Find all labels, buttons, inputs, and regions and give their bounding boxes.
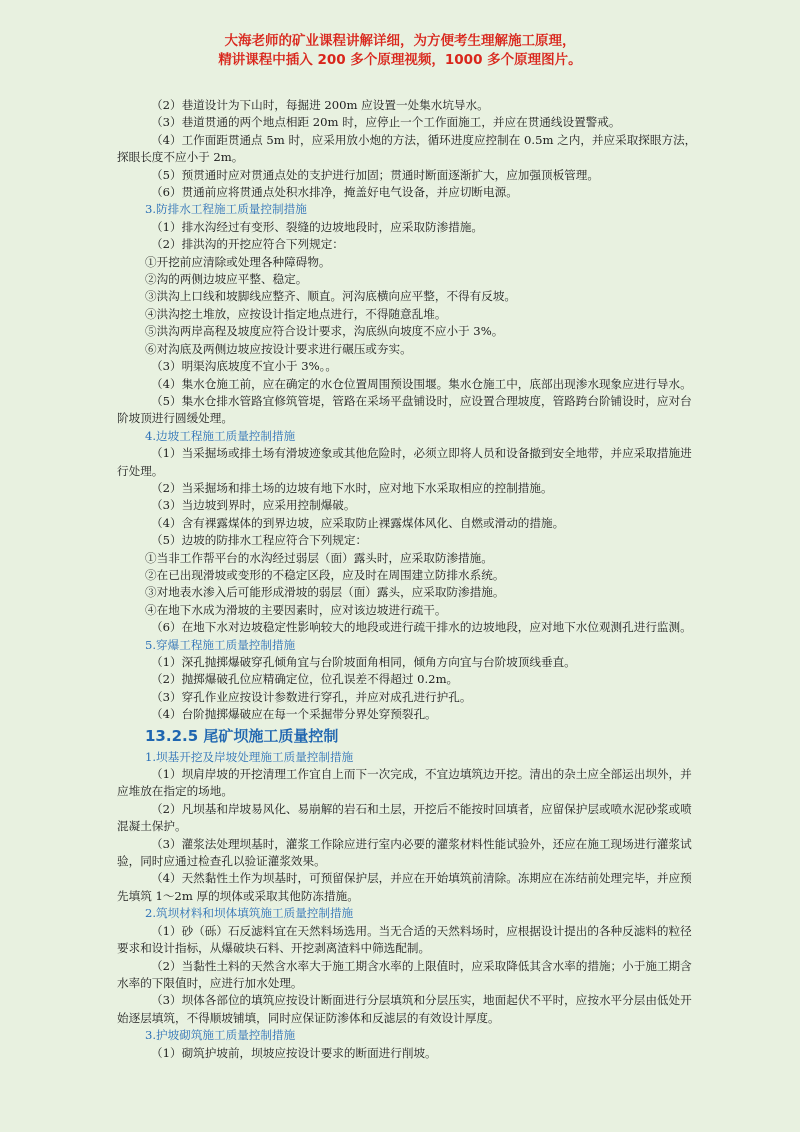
paragraph: （2）巷道设计为下山时，每掘进 200m 应设置一处集水坑导水。 — [151, 98, 489, 112]
paragraph: （6）贯通前应将贯通点处积水排净，掩盖好电气设备，并应切断电源。 — [151, 185, 518, 200]
paragraph: （5）边坡的防排水工程应符合下列规定： — [151, 533, 368, 548]
paragraph: （4）天然黏性土作为坝基时，可预留保护层，并应在开始填筑前清除。冻期应在冻结前处理完毕，并应预先填筑 1～2m 厚的坝体或采取其他防冻措施。 — [117, 871, 692, 903]
paragraph: ④洪沟挖土堆放，应按设计指定地点进行，不得随意乱堆。 — [145, 306, 447, 321]
paragraph: ③对地表水渗入后可能形成滑坡的弱层（面）露头，应采取防渗措施。 — [145, 585, 505, 600]
paragraph: （1）排水沟经过有变形、裂缝的边坡地段时，应采取防渗措施。 — [151, 219, 484, 234]
paragraph: （3）穿孔作业应按设计参数进行穿孔，并应对成孔进行护孔。 — [151, 689, 472, 704]
banner-line-2: 精讲课程中插入 200 多个原理视频，1000 多个原理图片。 — [218, 52, 582, 68]
subsection-heading: 5.穿爆工程施工质量控制措施 — [145, 637, 296, 652]
paragraph: （3）坝体各部位的填筑应按设计断面进行分层填筑和分层压实，地面起伏不平时，应按水平分层由低处开始逐层填筑，不得顺坡铺填，同时应保证防渗体和反滤层的有效设计厚度。 — [117, 993, 692, 1025]
paragraph: （2）排洪沟的开挖应符合下列规定： — [151, 237, 344, 252]
paragraph: ③洪沟上口线和坡脚线应整齐、顺直。河沟底横向应平整，不得有反坡。 — [145, 289, 517, 304]
paragraph: （3）明渠沟底坡度不宜小于 3%。。 — [151, 359, 337, 374]
paragraph: （1）砌筑护坡前，坝坡应按设计要求的断面进行削坡。 — [151, 1045, 437, 1060]
section-heading: 13.2.5 尾矿坝施工质量控制 — [145, 726, 339, 745]
paragraph: ①开挖前应清除或处理各种障碍物。 — [145, 254, 331, 269]
paragraph: （3）灌浆法处理坝基时，灌浆工作除应进行室内必要的灌浆材料性能试验外，还应在施工现场进行灌浆试验，同时应通过检查孔以验证灌浆效果。 — [117, 836, 692, 869]
paragraph: （4）台阶抛掷爆破应在每一个采掘带分界处穿预裂孔。 — [151, 707, 437, 722]
paragraph: ①当非工作帮平台的水沟经过弱层（面）露头时，应采取防渗措施。 — [145, 550, 493, 565]
paragraph: ②在已出现滑坡或变形的不稳定区段，应及时在周围建立防排水系统。 — [145, 567, 505, 582]
subsection-heading: 3.防排水工程施工质量控制措施 — [145, 202, 307, 217]
promo-banner — [0, 32, 800, 70]
paragraph: （1）坝肩岸坡的开挖清理工作宜自上而下一次完成，不宜边填筑边开挖。清出的杂土应全部运出坝外，并应堆放在指定的场地。 — [117, 767, 692, 799]
subsection-heading: 3.护坡砌筑施工质量控制措施 — [145, 1028, 296, 1043]
paragraph: （2）当采掘场和排土场的边坡有地下水时，应对地下水采取相应的控制措施。 — [151, 480, 553, 495]
banner-line-1: 大海老师的矿业课程讲解详细，为方便考生理解施工原理， — [224, 33, 576, 49]
paragraph: （1）砂（砾）石反滤料宜在天然料场选用。当无合适的天然料场时，应根据设计提出的各种反滤料的粒径要求和设计指标，从爆破块石料、开挖剥离渣料中筛选配制。 — [117, 923, 692, 956]
paragraph: （4）含有裸露煤体的到界边坡，应采取防止裸露煤体风化、自燃或滑动的措施。 — [151, 515, 565, 530]
document-body — [117, 97, 697, 1062]
paragraph: ④在地下水成为滑坡的主要因素时，应对该边坡进行疏干。 — [145, 602, 447, 617]
subsection-heading: 4.边坡工程施工质量控制措施 — [145, 428, 296, 443]
paragraph: ②沟的两侧边坡应平整、稳定。 — [145, 272, 308, 287]
paragraph: （4）集水仓施工前，应在确定的水仓位置周围预设围堰。集水仓施工中，底部出现渗水现象应进行导水。 — [151, 376, 692, 391]
subsection-heading: 2.筑坝材料和坝体填筑施工质量控制措施 — [145, 906, 354, 921]
paragraph: （2）抛掷爆破孔位应精确定位，位孔误差不得超过 0.2m。 — [151, 672, 459, 687]
paragraph: ⑥对沟底及两侧边坡应按设计要求进行碾压或夯实。 — [145, 341, 412, 356]
paragraph: （3）当边坡到界时，应采用控制爆破。 — [151, 498, 356, 513]
paragraph: ⑤洪沟两岸高程及坡度应符合设计要求，沟底纵向坡度不应小于 3%。 — [145, 324, 504, 339]
paragraph: （1）当采掘场或排土场有滑坡迹象或其他危险时，必须立即将人员和设备撤到安全地带，并应采取措施进行处理。 — [117, 446, 692, 478]
paragraph: （2）凡坝基和岸坡易风化、易崩解的岩石和土层，开挖后不能按时回填者，应留保护层或喷水泥砂浆或喷混凝土保护。 — [117, 801, 692, 834]
paragraph: （2）当黏性土料的天然含水率大于施工期含水率的上限值时，应采取降低其含水率的措施；小于施工期含水率的下限值时，应进行加水处理。 — [117, 958, 692, 990]
paragraph: （6）在地下水对边坡稳定性影响较大的地段或进行疏干排水的边坡地段，应对地下水位观测孔进行监测。 — [151, 620, 692, 635]
paragraph: （3）巷道贯通的两个地点相距 20m 时，应停止一个工作面施工，并应在贯通线设置警戒。 — [151, 115, 621, 130]
paragraph: （1）深孔抛掷爆破穿孔倾角宜与台阶坡面角相同，倾角方向宜与台阶坡顶线垂直。 — [151, 655, 576, 669]
paragraph: （5）预贯通时应对贯通点处的支护进行加固；贯通时断面逐渐扩大，应加强顶板管理。 — [151, 167, 599, 182]
subsection-heading: 1.坝基开挖及岸坡处理施工质量控制措施 — [145, 749, 354, 764]
paragraph: （4）工作面距贯通点 5m 时，应采用放小炮的方法，循环进度应控制在 0.5m 之内，并应采取探眼方法，探眼长度不应小于 2m。 — [117, 132, 697, 165]
paragraph: （5）集水仓排水管路宜修筑管堤，管路在采场平盘铺设时，应设置合理坡度，管路跨台阶铺设时，应对台阶坡顶进行圆缓处理。 — [117, 393, 692, 426]
